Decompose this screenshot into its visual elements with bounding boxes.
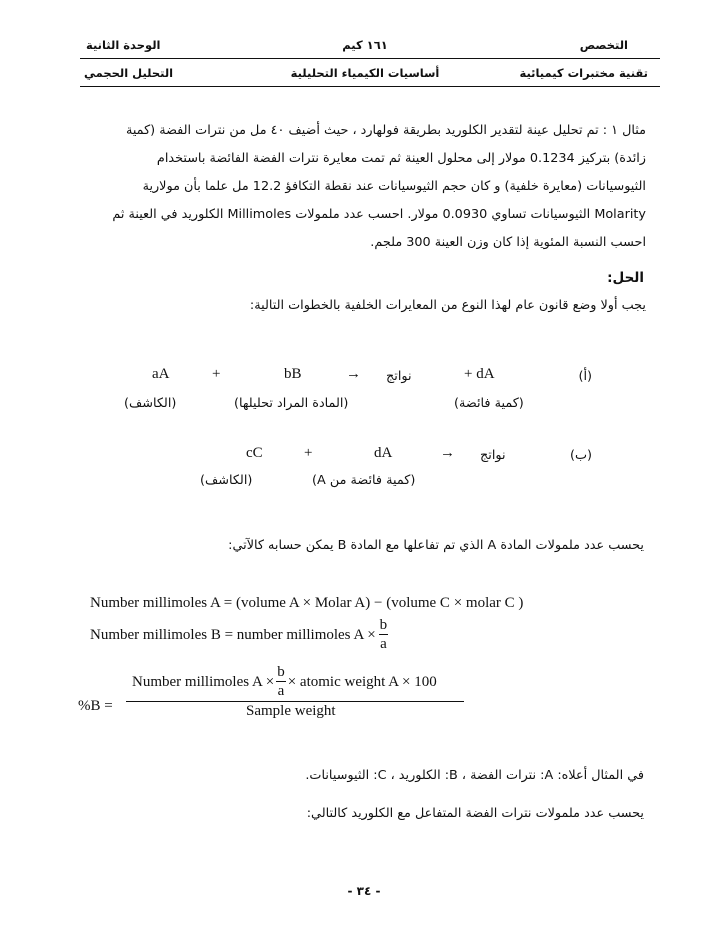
example-line-3: الثيوسيانات (معايرة خلفية) و كان حجم الثيوسيانات عند نقطة التكافؤ 12.2 مل علما بأن مولارية [142,179,646,194]
reaction-b-plus: + [304,445,313,461]
reaction-a-term2: bB [284,366,302,382]
reaction-b-label: (ب) [569,448,592,463]
header-program: تقنية مختبرات كيميائية [519,66,648,80]
reaction-a-products: نواتج [386,369,412,384]
reaction-a-note-analyte: (المادة المراد تحليلها) [234,396,349,411]
reaction-b-arrow: → [440,445,455,461]
reaction-a-note-excess: (كمية فائضة) [454,396,524,411]
equation-percent-num-pre: Number millimoles A × [132,673,275,690]
equation-percent-numerator [132,665,437,699]
reaction-a-label: (أ) [578,369,592,384]
reaction-a-term3: + dA [464,366,495,382]
equation-percent-lhs: %B = [78,698,113,714]
example-line-2: زائدة) بتركيز 0.1234 مولار إلى محلول العينة ثم تمت معايرة نترات الفضة الفائضة باستخدام [156,151,646,166]
equation-percent-fraction-bar [126,701,464,702]
reaction-b-term2: dA [374,445,393,461]
silver-calc-intro: يحسب عدد ملمولات نترات الفضة المتفاعل مع الكلوريد كالتالي: [306,806,644,821]
equation-percent-denominator: Sample weight [246,703,336,719]
header-topic: التحليل الحجمي [84,66,174,80]
equation-millimoles-a: Number millimoles A = (volume A × Molar A) − (volume C × molar C ) [90,595,524,611]
header-course-title: أساسيات الكيمياء التحليلية [290,66,440,80]
reaction-a-arrow: → [346,366,361,382]
header-course-code: ١٦١ كيم [342,38,388,52]
header-unit: الوحدة الثانية [86,38,161,52]
solution-heading: الحل: [607,270,644,286]
equation-percent-ratio-num: b [277,664,285,680]
equation-ratio-fraction [379,618,389,652]
reaction-b-products: نواتج [480,448,506,463]
reaction-b-note-excess: (كمية فائضة من A) [312,473,416,488]
example-line-4: Molarity الثيوسيانات تساوي 0.0930 مولار. احسب عدد ملمولات Millimoles الكلوريد في العينة ثم [112,207,646,222]
equation-percent-ratio-den: a [277,683,285,699]
equation-ratio-denominator: a [380,636,387,652]
reaction-b-term1: cC [246,445,263,461]
reaction-a-plus: + [212,366,221,382]
example-line-5: احسب النسبة المئوية إذا كان وزن العينة 300 ملجم. [370,235,646,250]
page-number: - ٣٤ - [347,884,381,898]
header-specialty: التخصص [579,38,628,52]
equation-percent-num-post: × atomic weight A × 100 [287,673,437,690]
calc-intro: يحسب عدد ملمولات المادة A الذي تم تفاعلها مع المادة B يمكن حسابه كالآتي: [228,538,644,553]
solution-intro: يجب أولا وضع قانون عام لهذا النوع من المعايرات الخلفية بالخطوات التالية: [249,298,646,313]
reaction-b-note-titrant: (الكاشف) [200,473,253,488]
reaction-a-note-titrant: (الكاشف) [124,396,177,411]
equation-ratio-numerator: b [379,617,388,633]
example-line-1: مثال ١ : تم تحليل عينة لتقدير الكلوريد بطريقة فولهارد ، حيث أضيف ٤٠ مل من نترات الفضة (كمية [125,123,646,138]
reaction-a-term1: aA [152,366,170,382]
equation-millimoles-b-lhs: Number millimoles B = number millimoles A × [90,626,376,643]
equation-percent-ratio [276,665,286,699]
header-divider [80,58,660,59]
equation-millimoles-b [90,618,388,652]
header-bottom-divider [80,86,660,87]
legend-line: في المثال أعلاه: A: نترات الفضة ، B: الكلوريد ، C: الثيوسيانات. [305,768,644,783]
